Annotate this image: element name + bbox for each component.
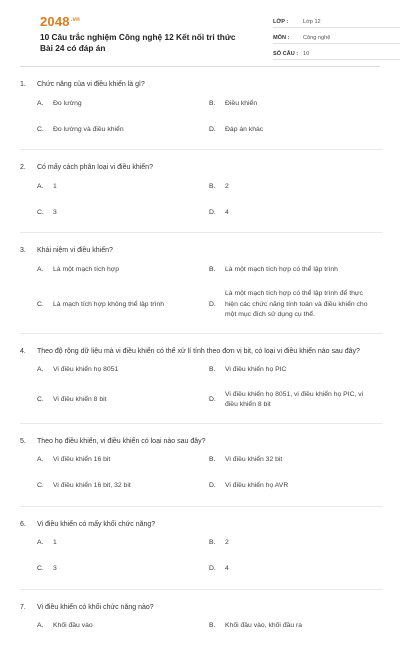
- answer-option[interactable]: [20, 208, 201, 219]
- answer-option[interactable]: [20, 564, 201, 575]
- answer-option[interactable]: [201, 481, 382, 492]
- question-number: 5.: [20, 437, 26, 445]
- option-text: 3: [53, 565, 57, 573]
- option-letter: A.: [37, 366, 44, 374]
- question-body: Vi điều khiển có mấy khối chức năng?: [37, 520, 156, 528]
- answer-option[interactable]: [201, 365, 382, 376]
- option-text: Khối đầu vào, khối đầu ra: [225, 622, 303, 630]
- options-grid: [20, 180, 382, 232]
- question-text: [20, 346, 382, 358]
- option-text: Đáp án khác: [225, 125, 264, 133]
- question-number: 4.: [20, 347, 26, 355]
- option-letter: D.: [209, 482, 216, 490]
- question-body: Khái niệm vi điều khiển?: [37, 247, 113, 254]
- option-text: Vi điều khiển họ 8051, vi điều khiển họ PIC, vi điều khiển 8 bit: [225, 390, 364, 408]
- answer-option[interactable]: [201, 265, 382, 276]
- answer-option[interactable]: [20, 538, 201, 549]
- option-row: [20, 289, 382, 321]
- answer-option[interactable]: [201, 455, 382, 466]
- question-item: [20, 602, 382, 646]
- option-row: [20, 263, 382, 277]
- question-item: [20, 79, 382, 149]
- meta-value: Công nghệ: [303, 35, 331, 41]
- option-letter: A.: [37, 456, 44, 464]
- answer-option[interactable]: [20, 182, 201, 193]
- question-text: [20, 79, 382, 91]
- question-item: [20, 519, 382, 589]
- option-letter: A.: [37, 622, 44, 630]
- option-row: [20, 454, 382, 468]
- answer-option[interactable]: [201, 182, 382, 193]
- option-row: [20, 620, 382, 634]
- answer-option[interactable]: [201, 564, 382, 575]
- question-body: Theo họ điều khiển, vi điều khiển có loại nào sau đây?: [37, 437, 206, 445]
- option-text: 3: [53, 208, 57, 216]
- answer-option[interactable]: [20, 300, 201, 311]
- question-item: [20, 162, 382, 232]
- option-letter: C.: [37, 565, 44, 573]
- question-text: [20, 602, 382, 614]
- question-number: 3.: [20, 247, 26, 254]
- answer-option[interactable]: [20, 395, 201, 406]
- option-text: 4: [225, 208, 229, 216]
- option-text: Vi điều khiển 16 bit, 32 bit: [53, 482, 131, 490]
- option-letter: D.: [209, 208, 216, 216]
- answer-option[interactable]: [20, 621, 201, 632]
- option-letter: B.: [209, 366, 216, 374]
- option-letter: B.: [209, 99, 216, 107]
- answer-option[interactable]: [201, 621, 382, 632]
- option-letter: B.: [209, 539, 216, 547]
- option-text: Vi điều khiển 8 bit: [53, 395, 107, 403]
- question-number: 7.: [20, 603, 26, 611]
- option-row: [20, 390, 382, 411]
- question-divider: [20, 423, 382, 424]
- option-letter: A.: [37, 99, 44, 107]
- answer-option[interactable]: [20, 125, 201, 136]
- option-letter: D.: [209, 125, 216, 133]
- option-letter: C.: [37, 482, 44, 490]
- option-letter: D.: [209, 300, 216, 308]
- answer-option[interactable]: [201, 208, 382, 219]
- question-item: [20, 245, 382, 333]
- option-letter: C.: [37, 125, 44, 133]
- meta-value: 10: [303, 51, 310, 57]
- meta-row-count: [273, 46, 400, 60]
- answer-option[interactable]: [201, 289, 382, 321]
- question-text: [20, 519, 382, 531]
- question-list: [20, 79, 382, 646]
- logo-text: 2048: [40, 14, 70, 29]
- question-item: [20, 346, 382, 423]
- page-header: [20, 0, 380, 66]
- question-divider: [20, 589, 382, 590]
- option-row: [20, 563, 382, 577]
- option-text: Vi điều khiển họ AVR: [225, 482, 289, 490]
- option-row: [20, 206, 382, 220]
- answer-option[interactable]: [20, 265, 201, 276]
- question-text: [20, 436, 382, 448]
- option-row: [20, 537, 382, 551]
- option-text: Vi điều khiển 16 bit: [53, 456, 111, 464]
- option-text: Vi điều khiển 32 bit: [225, 456, 283, 464]
- header-divider: [20, 66, 380, 67]
- option-letter: A.: [37, 539, 44, 547]
- option-row: [20, 180, 382, 194]
- option-text: 2: [225, 182, 229, 190]
- meta-row-class: [273, 14, 400, 28]
- answer-option[interactable]: [201, 538, 382, 549]
- option-letter: C.: [37, 208, 44, 216]
- option-text: 2: [225, 539, 229, 547]
- option-row: [20, 97, 382, 111]
- option-letter: B.: [209, 182, 216, 190]
- option-row: [20, 480, 382, 494]
- option-text: Đo lường và điều khiển: [53, 125, 124, 133]
- meta-key: MÔN :: [273, 35, 290, 41]
- question-divider: [20, 149, 382, 150]
- option-letter: C.: [37, 395, 44, 403]
- question-body: Có mấy cách phân loại vi điều khiển?: [37, 164, 153, 171]
- option-text: Đo lường: [53, 99, 82, 107]
- question-divider: [20, 232, 382, 233]
- option-text: Điều khiển: [225, 99, 258, 107]
- meta-row-subject: [273, 30, 400, 44]
- answer-option[interactable]: [201, 125, 382, 136]
- options-grid: [20, 263, 382, 333]
- question-number: 6.: [20, 520, 26, 528]
- question-text: [20, 245, 382, 257]
- answer-option[interactable]: [201, 99, 382, 110]
- option-row: [20, 364, 382, 378]
- answer-option[interactable]: [20, 481, 201, 492]
- options-grid: [20, 97, 382, 149]
- option-letter: B.: [209, 265, 216, 273]
- meta-key: LỚP :: [273, 19, 289, 25]
- answer-option[interactable]: [20, 455, 201, 466]
- question-divider: [20, 333, 382, 334]
- option-letter: A.: [37, 265, 44, 273]
- meta-value: Lớp 12: [303, 19, 321, 25]
- question-divider: [20, 506, 382, 507]
- option-text: 4: [225, 565, 229, 573]
- site-logo[interactable]: [40, 14, 80, 29]
- option-text: 1: [53, 182, 57, 190]
- question-item: [20, 436, 382, 506]
- answer-option[interactable]: [20, 365, 201, 376]
- option-letter: B.: [209, 456, 216, 464]
- options-grid: [20, 364, 382, 423]
- question-body: Vi điều khiển có khối chức năng nào?: [37, 603, 154, 611]
- option-letter: A.: [37, 182, 44, 190]
- option-text: Vi điều khiển họ 8051: [53, 366, 119, 374]
- option-letter: C.: [37, 300, 44, 308]
- answer-option[interactable]: [20, 99, 201, 110]
- answer-option[interactable]: [201, 390, 382, 411]
- options-grid: [20, 454, 382, 506]
- option-text: Khối đầu vào: [53, 622, 93, 630]
- options-grid: [20, 620, 382, 646]
- question-text: [20, 162, 382, 174]
- quiz-meta: [273, 14, 400, 62]
- question-body: Theo độ rộng dữ liệu mà vi điều khiển có thể xử lí tính theo đơn vị bit, có loại vi điều khiển nào sau đây?: [37, 347, 360, 355]
- logo-domain: .vn: [70, 16, 81, 23]
- option-text: Là một mạch tích hợp có thể lập trình để thực hiện các chức năng tính toán và điều khiển cho một mục đích sử dụng cụ thể.: [225, 290, 368, 318]
- meta-key: SỐ CÂU :: [273, 51, 299, 57]
- options-grid: [20, 537, 382, 589]
- option-text: Vi điều khiển họ PIC: [225, 366, 287, 374]
- option-row: [20, 123, 382, 137]
- question-number: 2.: [20, 164, 26, 171]
- option-text: 1: [53, 539, 57, 547]
- question-number: 1.: [20, 81, 26, 88]
- option-letter: D.: [209, 565, 216, 573]
- option-text: Là một mạch tích hợp: [53, 265, 120, 273]
- question-body: Chức năng của vi điều khiển là gì?: [37, 81, 145, 88]
- page-title: 10 Câu trắc nghiệm Công nghệ 12 Kết nối tri thức Bài 24 có đáp án: [40, 32, 236, 53]
- option-letter: B.: [209, 622, 216, 630]
- option-text: Là mạch tích hợp không thể lập trình: [53, 300, 165, 308]
- option-letter: D.: [209, 395, 216, 403]
- option-text: Là một mạch tích hợp có thể lập trình: [225, 265, 338, 273]
